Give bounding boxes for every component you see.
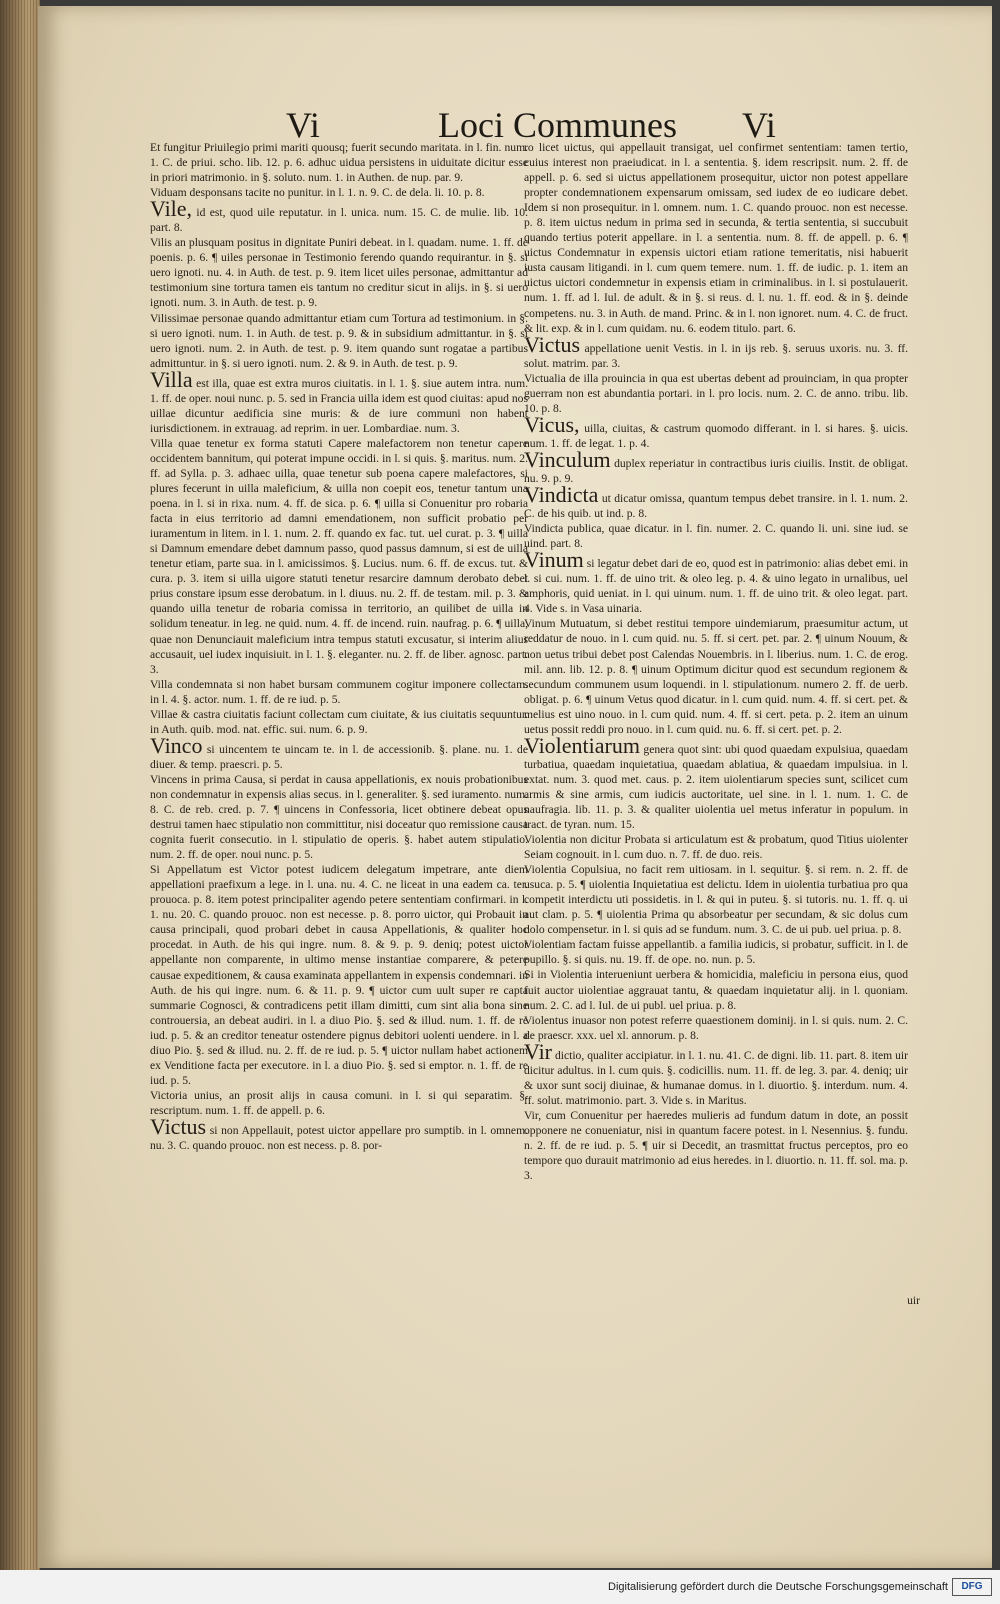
entry-text: appellatione uenit Vestis. in l. in ijs reb. §. seruus uxoris. nu. 3. ff. solut. matrim. par. 3. [524, 341, 908, 370]
entry-text: ro licet uictus, qui appellauit transigat, uel confirmet sententiam: tamen tertio, cuius interest non praeiudicat. in l. a sententia. §. idem rescripsit. num. 2. ff. de appell. p. 6. sed si uictus appellationem prosequitur, uictor non potest appellare propter condemnationem expensarum omissam, sed iudex de eo iudicare debet. Idem si non prosequitur. in l. omnem. num. 1. C. quando prouoc. non est necesse. p. 8. item uictus nedum in prima sed in secunda, & tertia sententia, si succubuit quando tertius poterit appellare. in l. a sententia. num. 8. ff. de appell. p. 6. ¶ uictus Condemnatur in expensis uictori etiam ratione temeritatis, nisi habuerit iusta causam litigandi. in l. cum quem temere. num. 1. ff. de iudic. p. 1. item an uictus uictori condemnetur in expensis etiam in criminalibus. in l. si postulauerit. num. 1. ff. ad l. Iul. de adult. & in §. si reus. d. l. nu. 1. ff. eod. & in §. deinde competens. nu. 3. in Auth. de mand. Princ. & in l. non ignoret. num. 4. C. de fruct. & lit. exp. & in l. cum quidam. nu. 6. eodem titulo. part. 6. [524, 141, 908, 335]
index-entry [150, 707, 528, 737]
index-entry [524, 1013, 908, 1043]
index-entry [524, 967, 908, 1012]
entry-text: Vinum Mutuatum, si debet restitui tempore uindemiarum, praesumitur actum, ut reddatur de nouo. in l. cum quid. nu. 5. ff. si cert. pet. par. 2. ¶ uinum Nouum, & non uetus tribui debet post Calendas Nouembris. in l. liberius. num. 1. C. de erog. mil. ann. lib. 12. p. 8. ¶ uinum Optimum dicitur quod est secundum regionem & secundum communem usum loquendi. in l. stipulationum. numero 2. ff. de uerb. obligat. p. 6. ¶ uinum Vetus quod dicatur. in l. cum quid. num. 4. ff. si cert. pet. & melius est uino nouo. in l. cum quid. num. 4. ff. si cert. peta. p. 2. item an uinum uetus possit reddi pro nouo. in l. cum quid. nu. 6. ff. si cert. pet. p. 2. [524, 617, 908, 736]
entry-text: Victualia de illa prouincia in qua est ubertas debent ad prouinciam, in qua propter guerram non est abundantia portari. in l. pro locis. num. 2. C. de anno. tribu. lib. 10. p. 8. [524, 371, 908, 415]
entry-text: Viduam desponsans tacite no punitur. in l. 1. n. 9. C. de dela. li. 10. p. 8. [150, 186, 485, 200]
entry-text: Vilis an plusquam positus in dignitate Puniri debeat. in l. quadam. nume. 1. ff. de poenis. p. 6. ¶ uiles personae in Testimonio ferendo quando requirantur. in §. si uero ignoti. nu. 4. in Auth. de test. p. 9. item licet uiles personae, admittantur ad testimonium sine tortura tamen eis tantum no creditur sicut in alijs. in §. si uero ignoti. num. 3. in Auth. de test. p. 9. [150, 236, 528, 310]
index-entry [150, 1114, 528, 1153]
entry-lemma: Villa [150, 366, 193, 392]
catchword: uir [907, 1294, 920, 1307]
book-edge [0, 0, 40, 1570]
index-entry [150, 436, 528, 677]
index-entry [524, 140, 908, 336]
entry-lemma: Vir [524, 1038, 553, 1064]
entry-lemma: Vinum [524, 547, 584, 573]
entry-text: genera quot sint: ubi quod quaedam expulsiua, quaedam turbatiua, quaedam inquietatiua, quaedam ablatiua, & quaedam impulsiua. in l. extat. num. 3. quod met. caus. p. 2. item uiolentiarum species sunt, scilicet cum armis & sine armis, cum iudicis auctoritate, uel sine. in l. 1. num. 1. C. de naufragia. lib. 11. p. 3. & qualiter uiolentia uel metus inferatur in populum. in tract. de tyran. num. 15. [524, 742, 908, 832]
dfg-logo [952, 1578, 992, 1596]
right-column [524, 140, 908, 1183]
index-entry [150, 862, 528, 1088]
index-entry [524, 371, 908, 416]
entry-text: dictio, qualiter accipiatur. in l. 1. nu. 41. C. de digni. lib. 11. part. 8. item uir dicitur adultus. in l. cum quis. §. codicillis. num. 11. ff. de leg. 3. par. 4. deniq; uir & uxor sunt socij diuinae, & humanae domus. in l. diuortio. §. interdum. num. 4. ff. solut. matrimonio. part. 3. Vide s. in Maritus. [524, 1048, 908, 1107]
header-left: Vi [286, 105, 320, 145]
entry-lemma: Vicus, [524, 411, 580, 437]
entry-text: Victoria unius, an prosit alijs in causa comuni. in l. si qui separatim. §. rescriptum. num. 1. ff. de appell. p. 6. [150, 1088, 528, 1117]
index-entry [150, 366, 528, 436]
footer-bar [0, 1570, 1000, 1604]
entry-text: Villa quae tenetur ex forma statuti Capere malefactorem non tenetur capere occidentem bannitum, qui poterat impune occidi. in l. si quis. §. maritus. num. 2. ff. ad Sylla. p. 3. adhaec uilla, quae tenetur sub poena capere malefactores, si plures fecerunt in uilla maleficium, & uilla non coepit eos, tenetur tantum una poena. in l. si in rixa. num. 4. ff. de sica. p. 6. ¶ uilla si Conuenitur pro robaria facta in eius territorio ad damni emendationem, non sufficit probatio per iuramentum in litem. in l. 1. num. 2. ff. quando ex fac. tut. uel curat. p. 3. ¶ uilla si Damnum emendare debet damnum passo, quod passus damnum, si est de uilla tenetur etiam, parte sua. in l. amicissimos. §. Lucius. num. 6. ff. de excus. tut. & cura. p. 3. item si uilla uigore statuti tenetur resarcire damnum derobato debet prius constare ipsum esse derobatum. in l. diuus. nu. 2. ff. de testam. mil. p. 3. & quando uilla tenetur de robaria comissa in territorio, an quilibet de uilla in solidum teneatur. in leg. ne quid. num. 4. ff. de incend. ruin. naufrag. p. 6. ¶ uilla, quae non Denunciauit maleficium intra tempus statuti excusatur, si interim alius accusauit, uel iudex inquisiuit. in l. 1. §. eleganter. nu. 2. ff. de liber. agnosc. part. 3. [150, 436, 528, 676]
entry-lemma: Violentiarum [524, 732, 640, 758]
entry-text: Vincens in prima Causa, si perdat in causa appellationis, ex nouis probationibus non condemnatur in expensis alias secus. in l. generaliter. §. sed iuramento. num. 8. C. de reb. cred. p. 7. ¶ uincens in Confessoria, licet obtinere debeat opus destrui tamen haec stipulatio non committitur, nisi doceatur quo remissione causa cognita fuerit consecutio. in l. stipulatio de operis. §. habet autem stipulatio. num. 2. ff. de oper. noui nunc. p. 5. [150, 772, 528, 862]
index-entry [524, 732, 908, 832]
index-entry [524, 937, 908, 967]
entry-lemma: Vindicta [524, 482, 599, 508]
entry-lemma: Vile, [150, 196, 193, 222]
dfg-logo-text: DFG [961, 1581, 983, 1592]
entry-text: Si Appellatum est Victor potest iudicem delegatum impetrare, ante diem appellationi praefixum a lege. in l. una. nu. 4. C. ne liceat in una eadem ca. ter. prouoca. p. 8. item potest principaliter agendo petere sententiam confirmari. in l. 1. nu. 20. C. quando prouoc. non est necesse. p. 8. porro uictor, qui Probauit in causa principali, quod probari debet in causa Appellationis, & qualiter hoc procedat. in Auth. de his qui ingre. num. 8. & 9. p. 9. deniq; potest uictor appellante non comparente, in ultimo mense instantiae comparere, & petere causae expeditionem, & causa examinata appellantem in expensis condemnari. in Auth. de his qui ingre. num. 6. & 11. p. 9. ¶ uictor cum uult super re capta summarie Cognosci, & contradicens petit illam dimitti, cum sint alia bona sine controuersia, an debeat audiri. in l. a diuo Pio. §. sed & illud. num. 1. ff. de re iud. p. 5. & an creditor teneatur ostendere pignus debitori uolenti uendere. in l. a diuo Pio. §. sed & illud. nu. 2. ff. de re iud. p. 5. ¶ uictor nullam habet actionem ex Venditione facta per executore. in l. a diuo Pio. §. sed si emptor. n. 1. ff. de re iud. p. 5. [150, 863, 528, 1087]
index-entry [524, 616, 908, 736]
entry-text: Violentus inuasor non potest referre quaestionem dominij. in l. si quis. num. 2. C. de praescr. xxx. uel xl. annorum. p. 8. [524, 1013, 908, 1042]
entry-lemma: Victus [150, 1114, 207, 1139]
entry-lemma: Vinco [150, 732, 203, 758]
index-entry [150, 772, 528, 862]
header-right: Vi [742, 105, 776, 145]
entry-text: Vir, cum Conuenitur per haeredes mulieris ad fundum datum in dote, an possit opponere ne conueniatur, nisi in quantum facere potest. in l. Nesennius. §. fundu. n. 2. ff. de re iud. p. 5. ¶ uir si Decedit, an trasmittat fructus perceptos, pro eo tempore quo durauit matrimonio ad eius heredes. in l. diuortio. n. 11. ff. sol. ma. p. 3. [524, 1108, 908, 1183]
index-entry [524, 446, 908, 486]
entry-text: Violentiam factam fuisse appellantib. a familia iudicis, si probatur, sufficit. in l. de pupillo. §. si quis. nu. 19. ff. de ope. no. nun. p. 5. [524, 938, 908, 967]
index-entry [524, 1038, 908, 1108]
entry-text: est illa, quae est extra muros ciuitatis. in l. 1. §. siue autem intra. num. 1. ff. de oper. noui nunc. p. 5. sed in Francia uilla idem est quod ciuitas: apud nos uillae dicuntur aedificia sine muris: & de iure communi non habent iurisdictionem. in extrauag. ad reprim. in uer. Lombardiae. num. 3. [150, 376, 528, 435]
index-entry [524, 832, 908, 862]
index-entry [150, 196, 528, 235]
index-entry [524, 482, 908, 521]
entry-text: uilla, ciuitas, & castrum quomodo differant. in l. si hares. §. uicis. num. 1. ff. de legat. 1. p. 4. [524, 421, 908, 450]
entry-text: ut dicatur omissa, quantum tempus debet transire. in l. 1. num. 2. C. de his quib. ut ind. p. 8. [524, 492, 908, 521]
index-entry [150, 677, 528, 707]
entry-lemma: Victus [524, 331, 581, 357]
index-entry [150, 185, 528, 200]
entry-text: duplex reperiatur in contractibus iuris ciuilis. Instit. de obligat. nu. 9. p. 9. [524, 456, 908, 485]
entry-text: si uincentem te uincam te. in l. de accessionib. §. plane. nu. 1. de diuer. & temp. praescri. p. 5. [150, 742, 528, 771]
index-entry [524, 547, 908, 616]
footer-credit: Digitalisierung gefördert durch die Deutsche Forschungsgemeinschaft [608, 1581, 948, 1593]
entry-text: Vindicta publica, quae dicatur. in l. fin. numer. 2. C. quando li. uni. sine iud. se uind. part. 8. [524, 522, 908, 551]
header-title: Loci Communes [438, 105, 677, 145]
entry-text: Violentia non dicitur Probata si articulatum est & probatum, quod Titius uiolenter Seiam cognouit. in l. cum duo. n. 7. ff. de duo. reis. [524, 833, 908, 862]
left-column [150, 140, 528, 1153]
entry-text: si non Appellauit, potest uictor appellare pro sumptib. in l. omnem. nu. 3. C. quando prouoc. non est necess. p. 8. por- [150, 1124, 528, 1153]
index-entry [150, 732, 528, 772]
entry-text: Violentia Copulsiua, no facit rem uitiosam. in l. sequitur. §. si rem. n. 2. ff. de usuca. p. 5. ¶ uiolentia Inquietatiua est delictu. Idem in uiolentia turbatiua pro qua competit interdictu uti possidetis. in l. & qui in puteu. §. si tutoris. nu. 1. ff. q. ui aut clam. p. 5. ¶ uiolentia Prima qu absorbeatur per secundam, & sic dolus cum dolo compensetur. in l. si quis ad se fundum. num. 3. C. de ui pub. uel priua. p. 8. [524, 863, 908, 937]
entry-text: Villa condemnata si non habet bursam communem cogitur imponere collectam. in l. 4. §. actor. num. 1. ff. de re iud. p. 5. [150, 677, 528, 706]
index-entry [150, 1088, 528, 1118]
entry-text: Vilissimae personae quando admittantur etiam cum Tortura ad testimonium. in §. si uero ignoti. num. 1. in Auth. de test. p. 9. & in subsidium admittantur. in §. si uero ignoti. num. 2. in Auth. de test. p. 9. item quando sunt rogatae a partibus admittuntur. in §. si uero ignoti. num. 2. & 9. in Auth. de test. p. 9. [150, 311, 528, 370]
entry-lemma: Vinculum [524, 446, 611, 472]
index-entry [524, 331, 908, 371]
entry-text: id est, quod uile reputatur. in l. unica. num. 15. C. de mulie. lib. 10. part. 8. [150, 206, 528, 235]
index-entry [524, 1108, 908, 1183]
entry-text: Et fungitur Priuilegio primi mariti quousq; fuerit secundo maritata. in l. fin. num. 1. C. de priui. scho. lib. 12. p. 6. adhuc uidua persistens in uiduitate dicitur esse in priori matrimonio. in §. soluto. num. 1. in Authen. de nup. par. 9. [150, 141, 528, 185]
index-entry [150, 311, 528, 371]
index-entry [524, 411, 908, 451]
index-entry [150, 140, 528, 185]
index-entry [524, 862, 908, 937]
index-entry [150, 235, 528, 310]
entry-text: Si in Violentia interueniunt uerbera & homicidia, maleficiu in persona eius, quod fuit auctor uiolentiae aggrauat tantu, & quaedam inquietatur alij. in l. quoniam. num. 2. C. ad l. Iul. de ui publ. uel priua. p. 8. [524, 968, 908, 1012]
entry-text: si legatur debet dari de eo, quod est in patrimonio: alias debet emi. in l. si cui. num. 1. ff. de uino trit. & oleo leg. p. 4. & uino legato in urnalibus, uel amphoris, quid ueniat. in l. qui uinum. num. 1. ff. de uino trit. & oleo legat. part. 4. Vide s. in Vasa uinaria. [524, 557, 908, 616]
entry-text: Villae & castra ciuitatis faciunt collectam cum ciuitate, & ius ciuitatis sequuntur. in Auth. quib. mod. nat. effic. sui. num. 6. p. 9. [150, 707, 528, 736]
